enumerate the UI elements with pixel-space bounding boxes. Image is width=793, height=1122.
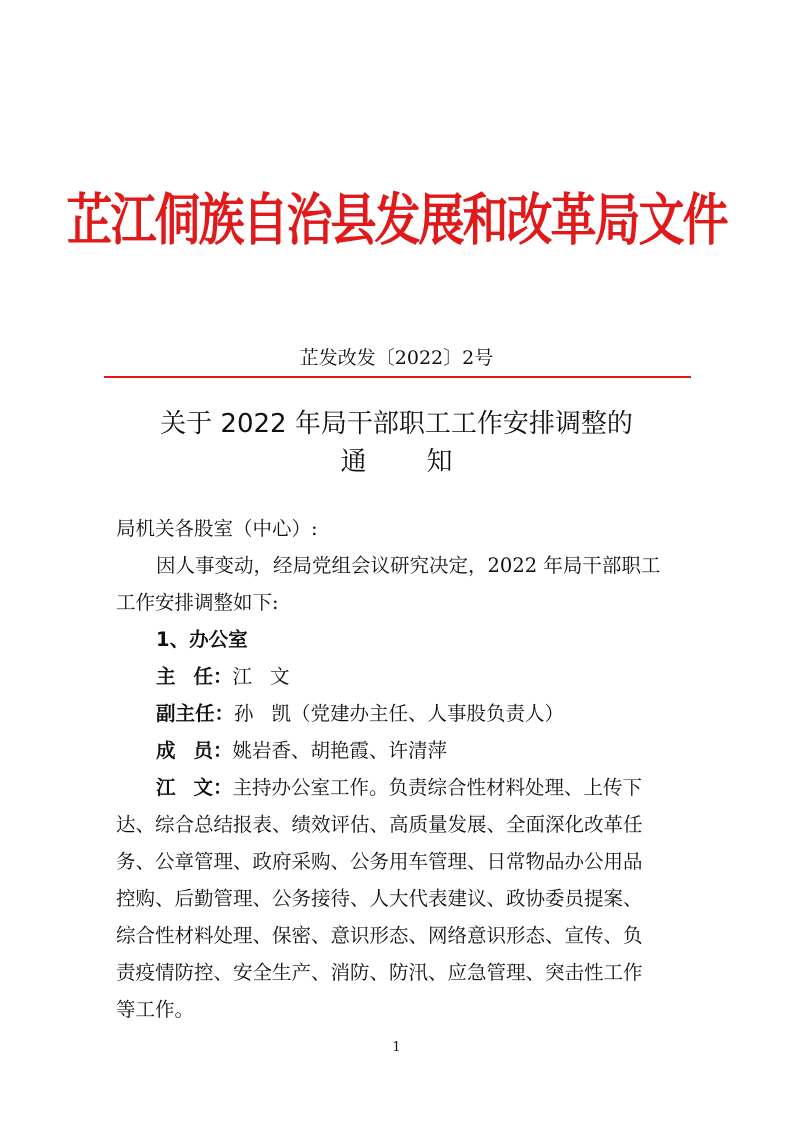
duty-text-line-7: 等工作。 [116, 998, 195, 1021]
duty-text-line-6: 责疫情防控、安全生产、消防、防汛、应急管理、突击性工作 [116, 961, 643, 984]
duty-text-line-1: 主持办公室工作。负责综合性材料处理、上传下 [232, 776, 643, 799]
director-row [156, 659, 290, 695]
intro-paragraph-line-1: 因人事变动，经局党组会议研究决定，2022 年局干部职工 [156, 554, 661, 577]
notice-title-word: 通知 [340, 447, 513, 477]
document-header-title: 芷江侗族自治县发展和改革局文件 [66, 187, 727, 254]
director-label-part-2: 任： [193, 665, 233, 688]
members-row [156, 733, 447, 769]
notice-title: 关于 2022 年局干部职工工作安排调整的 [160, 409, 633, 439]
director-name-part-1: 江 [232, 665, 253, 688]
director-name-part-2: 文 [270, 665, 290, 688]
duty-text-line-2: 达、综合总结报表、绩效评估、高质量发展、全面深化改革任 [116, 813, 643, 836]
intro-paragraph-line-2: 工作安排调整如下: [116, 591, 279, 614]
salutation: 局机关各股室（中心）: [116, 517, 318, 540]
page-number: 1 [392, 1040, 401, 1055]
duty-label-part-1: 江 [156, 776, 176, 799]
deputy-name-part-1: 孙 [234, 702, 254, 725]
duty-label-part-2: 文： [193, 776, 233, 799]
members-label-part-2: 员： [193, 739, 233, 762]
red-separator-line [104, 376, 691, 378]
deputy-name-part-2: 凯（党建办主任、人事股负责人） [271, 702, 565, 725]
deputy-director-row [156, 696, 564, 732]
section-heading-office: 1、办公室 [156, 628, 248, 651]
duty-text-line-5: 综合性材料处理、保密、意识形态、网络意识形态、宣传、负 [116, 924, 643, 947]
members-label-part-1: 成 [156, 739, 176, 762]
duty-text-line-3: 务、公章管理、政府采购、公务用车管理、日常物品办公用品 [116, 850, 643, 873]
duty-text-line-4: 控购、后勤管理、公务接待、人大代表建议、政协委员提案、 [116, 887, 643, 910]
director-label-part-1: 主 [156, 665, 176, 688]
document-number: 芷发改发〔2022〕2号 [299, 347, 494, 369]
members-names: 姚岩香、胡艳霞、许清萍 [232, 739, 448, 762]
deputy-label: 副主任： [156, 702, 235, 725]
duty-line-1 [156, 770, 642, 806]
